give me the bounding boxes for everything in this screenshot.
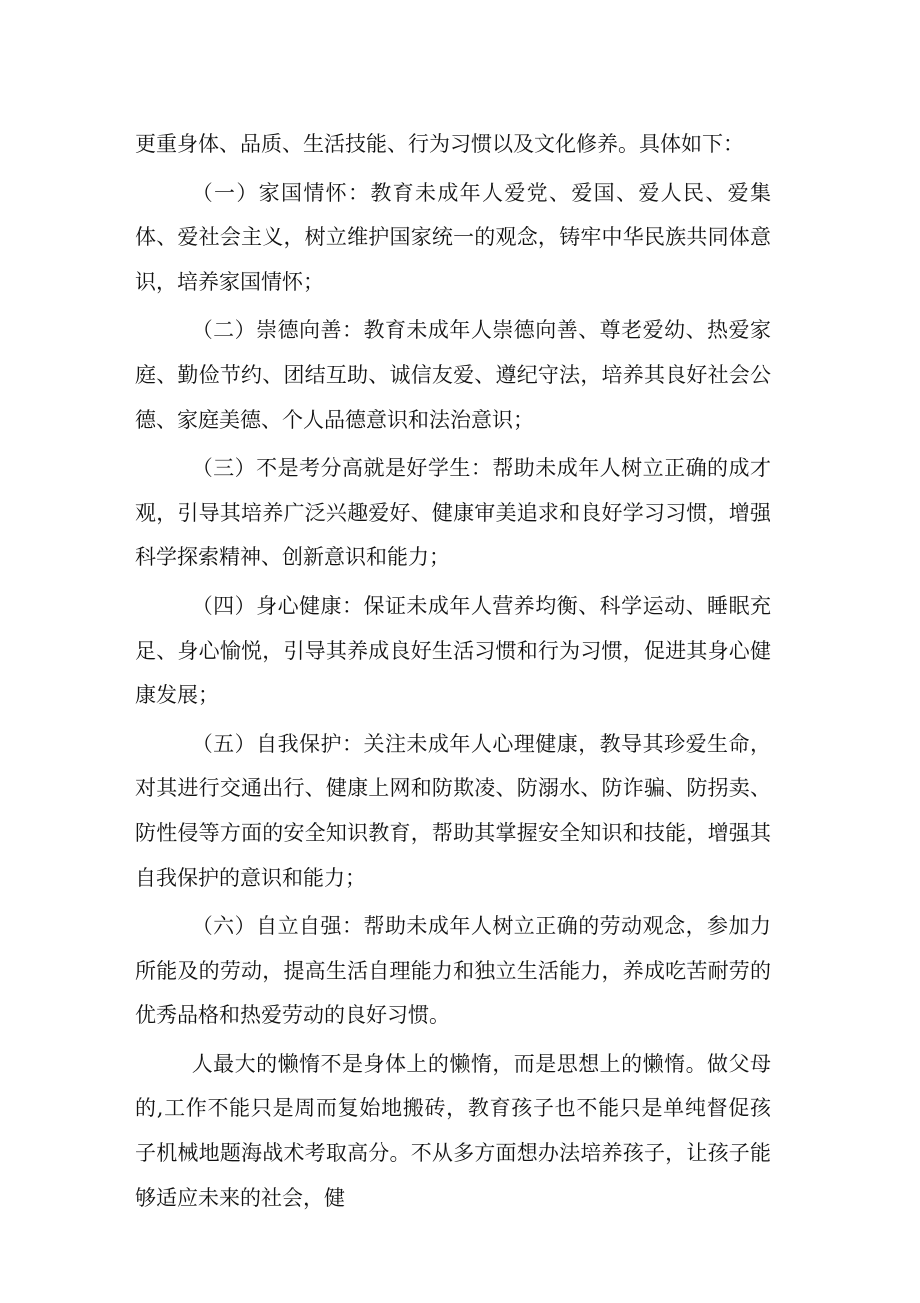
paragraph-intro-continuation: 更重身体、品质、生活技能、行为习惯以及文化修养。具体如下： xyxy=(135,132,744,156)
paragraph-item-2-virtue: （二）崇德向善：教育未成年人崇德向善、尊老爱幼、热爱家庭、勤俭节约、团结互助、诚信友爱、遵纪守法，培养其良好社会公德、家庭美德、个人品德意识和法治意识； xyxy=(135,318,771,432)
document-body xyxy=(135,122,771,1220)
paragraph-item-6-self-reliance: （六）自立自强：帮助未成年人树立正确的劳动观念，参加力所能及的劳动，提高生活自理能力和独立生活能力，养成吃苦耐劳的优秀品格和热爱劳动的良好习惯。 xyxy=(135,914,771,1028)
paragraph-closing-remarks: 人最大的懒惰不是身体上的懒惰，而是思想上的懒惰。做父母的,工作不能只是周而复始地搬砖，教育孩子也不能只是单纯督促孩子机械地题海战术考取高分。不从多方面想办法培养孩子，让孩子能够适应未来的社会，健 xyxy=(135,1051,771,1210)
paragraph-item-4-health: （四）身心健康：保证未成年人营养均衡、科学运动、睡眠充足、身心愉悦，引导其养成良好生活习惯和行为习惯，促进其身心健康发展； xyxy=(135,593,771,708)
paragraph-item-3-good-student: （三）不是考分高就是好学生：帮助未成年人树立正确的成才观，引导其培养广泛兴趣爱好、健康审美追求和良好学习习惯，增强科学探索精神、创新意识和能力； xyxy=(135,456,771,570)
paragraph-item-1-patriotism: （一）家国情怀：教育未成年人爱党、爱国、爱人民、爱集体、爱社会主义，树立维护国家统一的观念，铸牢中华民族共同体意识，培养家国情怀； xyxy=(135,180,771,294)
paragraph-item-5-self-protection: （五）自我保护：关注未成年人心理健康，教导其珍爱生命，对其进行交通出行、健康上网和防欺凌、防溺水、防诈骗、防拐卖、防性侵等方面的安全知识教育，帮助其掌握安全知识和技能，增强其自我保护的意识和能力； xyxy=(135,731,771,890)
